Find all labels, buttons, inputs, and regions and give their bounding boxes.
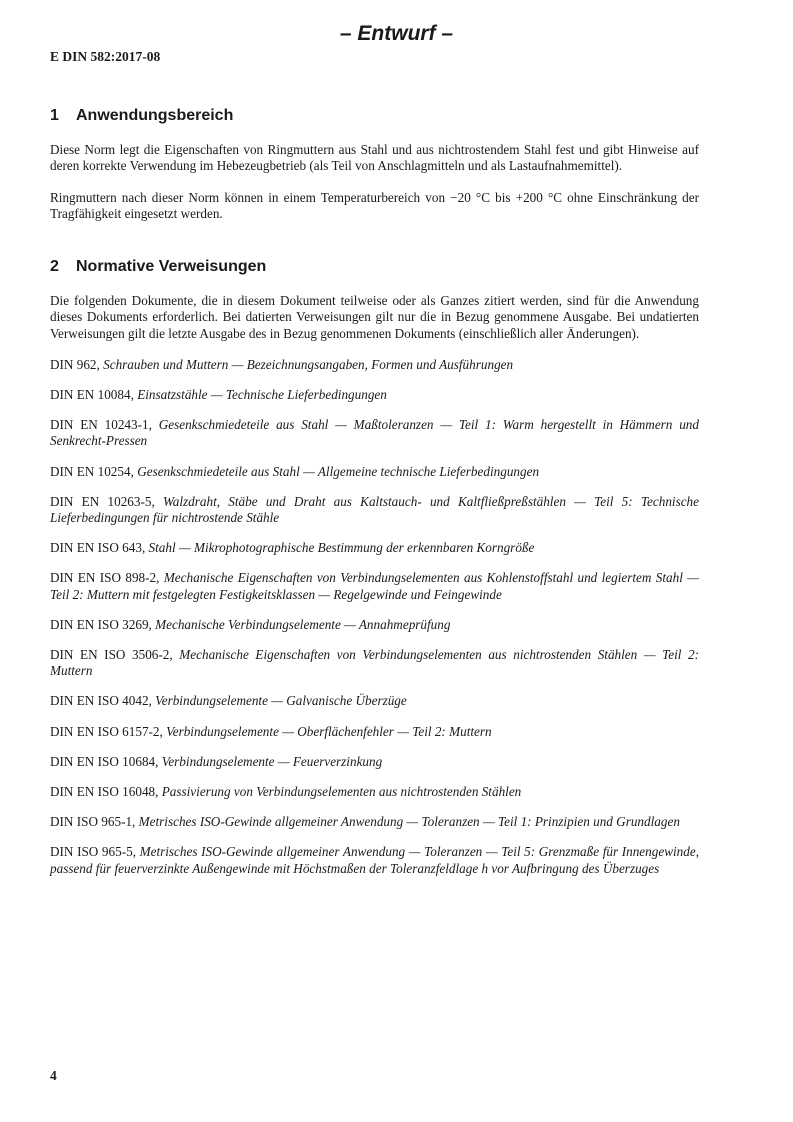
- section-1-paragraph: Diese Norm legt die Eigenschaften von Ringmuttern aus Stahl und aus nichtrostendem Stahl fest und gibt Hinweise auf deren korrekte Verwendung im Hebezeugbetrieb (als Teil von Anschlagmitteln und als Lastaufnahmemittel).: [50, 142, 699, 174]
- reference-item: [50, 784, 699, 800]
- reference-code: DIN 962,: [50, 356, 100, 372]
- reference-item: [50, 647, 699, 679]
- reference-code: DIN ISO 965-5,: [50, 844, 136, 860]
- section-1-title: Anwendungsbereich: [76, 107, 234, 124]
- reference-item: [50, 464, 699, 480]
- reference-code: DIN ISO 965-1,: [50, 814, 136, 830]
- reference-title: Gesenkschmiedeteile aus Stahl — Allgemeine technische Lieferbedingungen: [137, 463, 540, 479]
- reference-code: DIN EN ISO 4042,: [50, 693, 152, 709]
- reference-code: DIN EN ISO 10684,: [50, 753, 159, 769]
- page-number: 4: [50, 1068, 57, 1083]
- reference-code: DIN EN ISO 16048,: [50, 784, 159, 800]
- reference-title: Stahl — Mikrophotographische Bestimmung der erkennbaren Korngröße: [148, 540, 535, 556]
- reference-item: [50, 387, 699, 403]
- reference-item: [50, 417, 699, 449]
- reference-title: Einsatzstähle — Technische Lieferbedingungen: [137, 387, 387, 403]
- draft-banner: – Entwurf –: [339, 22, 454, 45]
- reference-code: DIN EN ISO 6157-2,: [50, 723, 163, 739]
- reference-code: DIN EN ISO 898-2,: [50, 570, 160, 586]
- reference-title: Verbindungselemente — Galvanische Überzüge: [155, 693, 407, 709]
- reference-code: DIN EN ISO 3269,: [50, 616, 152, 632]
- reference-title: Passivierung von Verbindungselementen aus nichtrostenden Stählen: [161, 784, 522, 800]
- reference-title: Metrisches ISO-Gewinde allgemeiner Anwendung — Toleranzen — Teil 5: Grenzmaße für Innengewinde, passend für feuerverzinkte Außengewinde mit Höchstmaßen der Toleranzfeldlage h vor Aufbringung des Überzuges: [50, 844, 699, 876]
- section-2-number: 2: [50, 258, 59, 276]
- reference-item: [50, 724, 699, 740]
- reference-title: Mechanische Verbindungselemente — Annahmeprüfung: [155, 616, 451, 632]
- section-2-heading: [50, 259, 699, 275]
- reference-item: [50, 693, 699, 709]
- reference-title: Schrauben und Muttern — Bezeichnungsangaben, Formen und Ausführungen: [103, 356, 514, 372]
- reference-title: Mechanische Eigenschaften von Verbindungselementen aus nichtrostenden Stählen — Teil 2: Muttern: [50, 647, 700, 679]
- reference-item: [50, 844, 699, 876]
- reference-code: DIN EN 10254,: [50, 463, 134, 479]
- reference-item: [50, 814, 699, 830]
- reference-title: Verbindungselemente — Oberflächenfehler — Teil 2: Muttern: [166, 723, 492, 739]
- reference-list: [50, 357, 699, 877]
- reference-code: DIN EN 10263-5,: [50, 493, 155, 509]
- reference-item: [50, 357, 699, 373]
- reference-title: Gesenkschmiedeteile aus Stahl — Maßtoleranzen — Teil 1: Warm hergestellt in Hämmern und Senkrecht-Pressen: [50, 417, 699, 449]
- reference-item: [50, 494, 699, 526]
- section-2-intro: Die folgenden Dokumente, die in diesem Dokument teilweise oder als Ganzes zitiert werden, sind für die Anwendung dieses Dokuments erforderlich. Bei datierten Verweisungen gilt nur die in Bezug genommene Ausgabe. Bei undatierten Verweisungen gilt die letzte Ausgabe des in Bezug genommenen Dokuments (einschließlich aller Änderungen).: [50, 293, 699, 341]
- reference-code: DIN EN 10084,: [50, 387, 134, 403]
- main-content: [50, 108, 699, 891]
- document-id: E DIN 582:2017-08: [50, 49, 161, 64]
- reference-item: [50, 754, 699, 770]
- section-1-heading: [50, 108, 699, 124]
- section-1-number: 1: [50, 107, 59, 124]
- reference-title: Verbindungselemente — Feuerverzinkung: [161, 753, 383, 769]
- reference-item: [50, 570, 699, 602]
- section-1-paragraph: Ringmuttern nach dieser Norm können in einem Temperaturbereich von −20 °C bis +200 °C ohne Einschränkung der Tragfähigkeit eingesetzt werden.: [50, 189, 699, 221]
- section-2-title: Normative Verweisungen: [76, 258, 267, 276]
- reference-title: Walzdraht, Stäbe und Draht aus Kaltstauch- und Kaltfließpreßstählen — Teil 5: Technische Lieferbedingungen für nichtrostende Stähle: [50, 493, 700, 526]
- reference-code: DIN EN 10243-1,: [50, 417, 152, 433]
- reference-title: Metrisches ISO-Gewinde allgemeiner Anwendung — Toleranzen — Teil 1: Prinzipien und Grundlagen: [138, 814, 680, 830]
- reference-title: Mechanische Eigenschaften von Verbindungselementen aus Kohlenstoffstahl und legiertem Stahl — Teil 2: Muttern mit festgelegten Festigkeitsklassen — Regelgewinde und Feingewinde: [50, 570, 700, 602]
- reference-item: [50, 617, 699, 633]
- reference-item: [50, 540, 699, 556]
- reference-code: DIN EN ISO 643,: [50, 540, 146, 556]
- reference-code: DIN EN ISO 3506-2,: [50, 647, 173, 663]
